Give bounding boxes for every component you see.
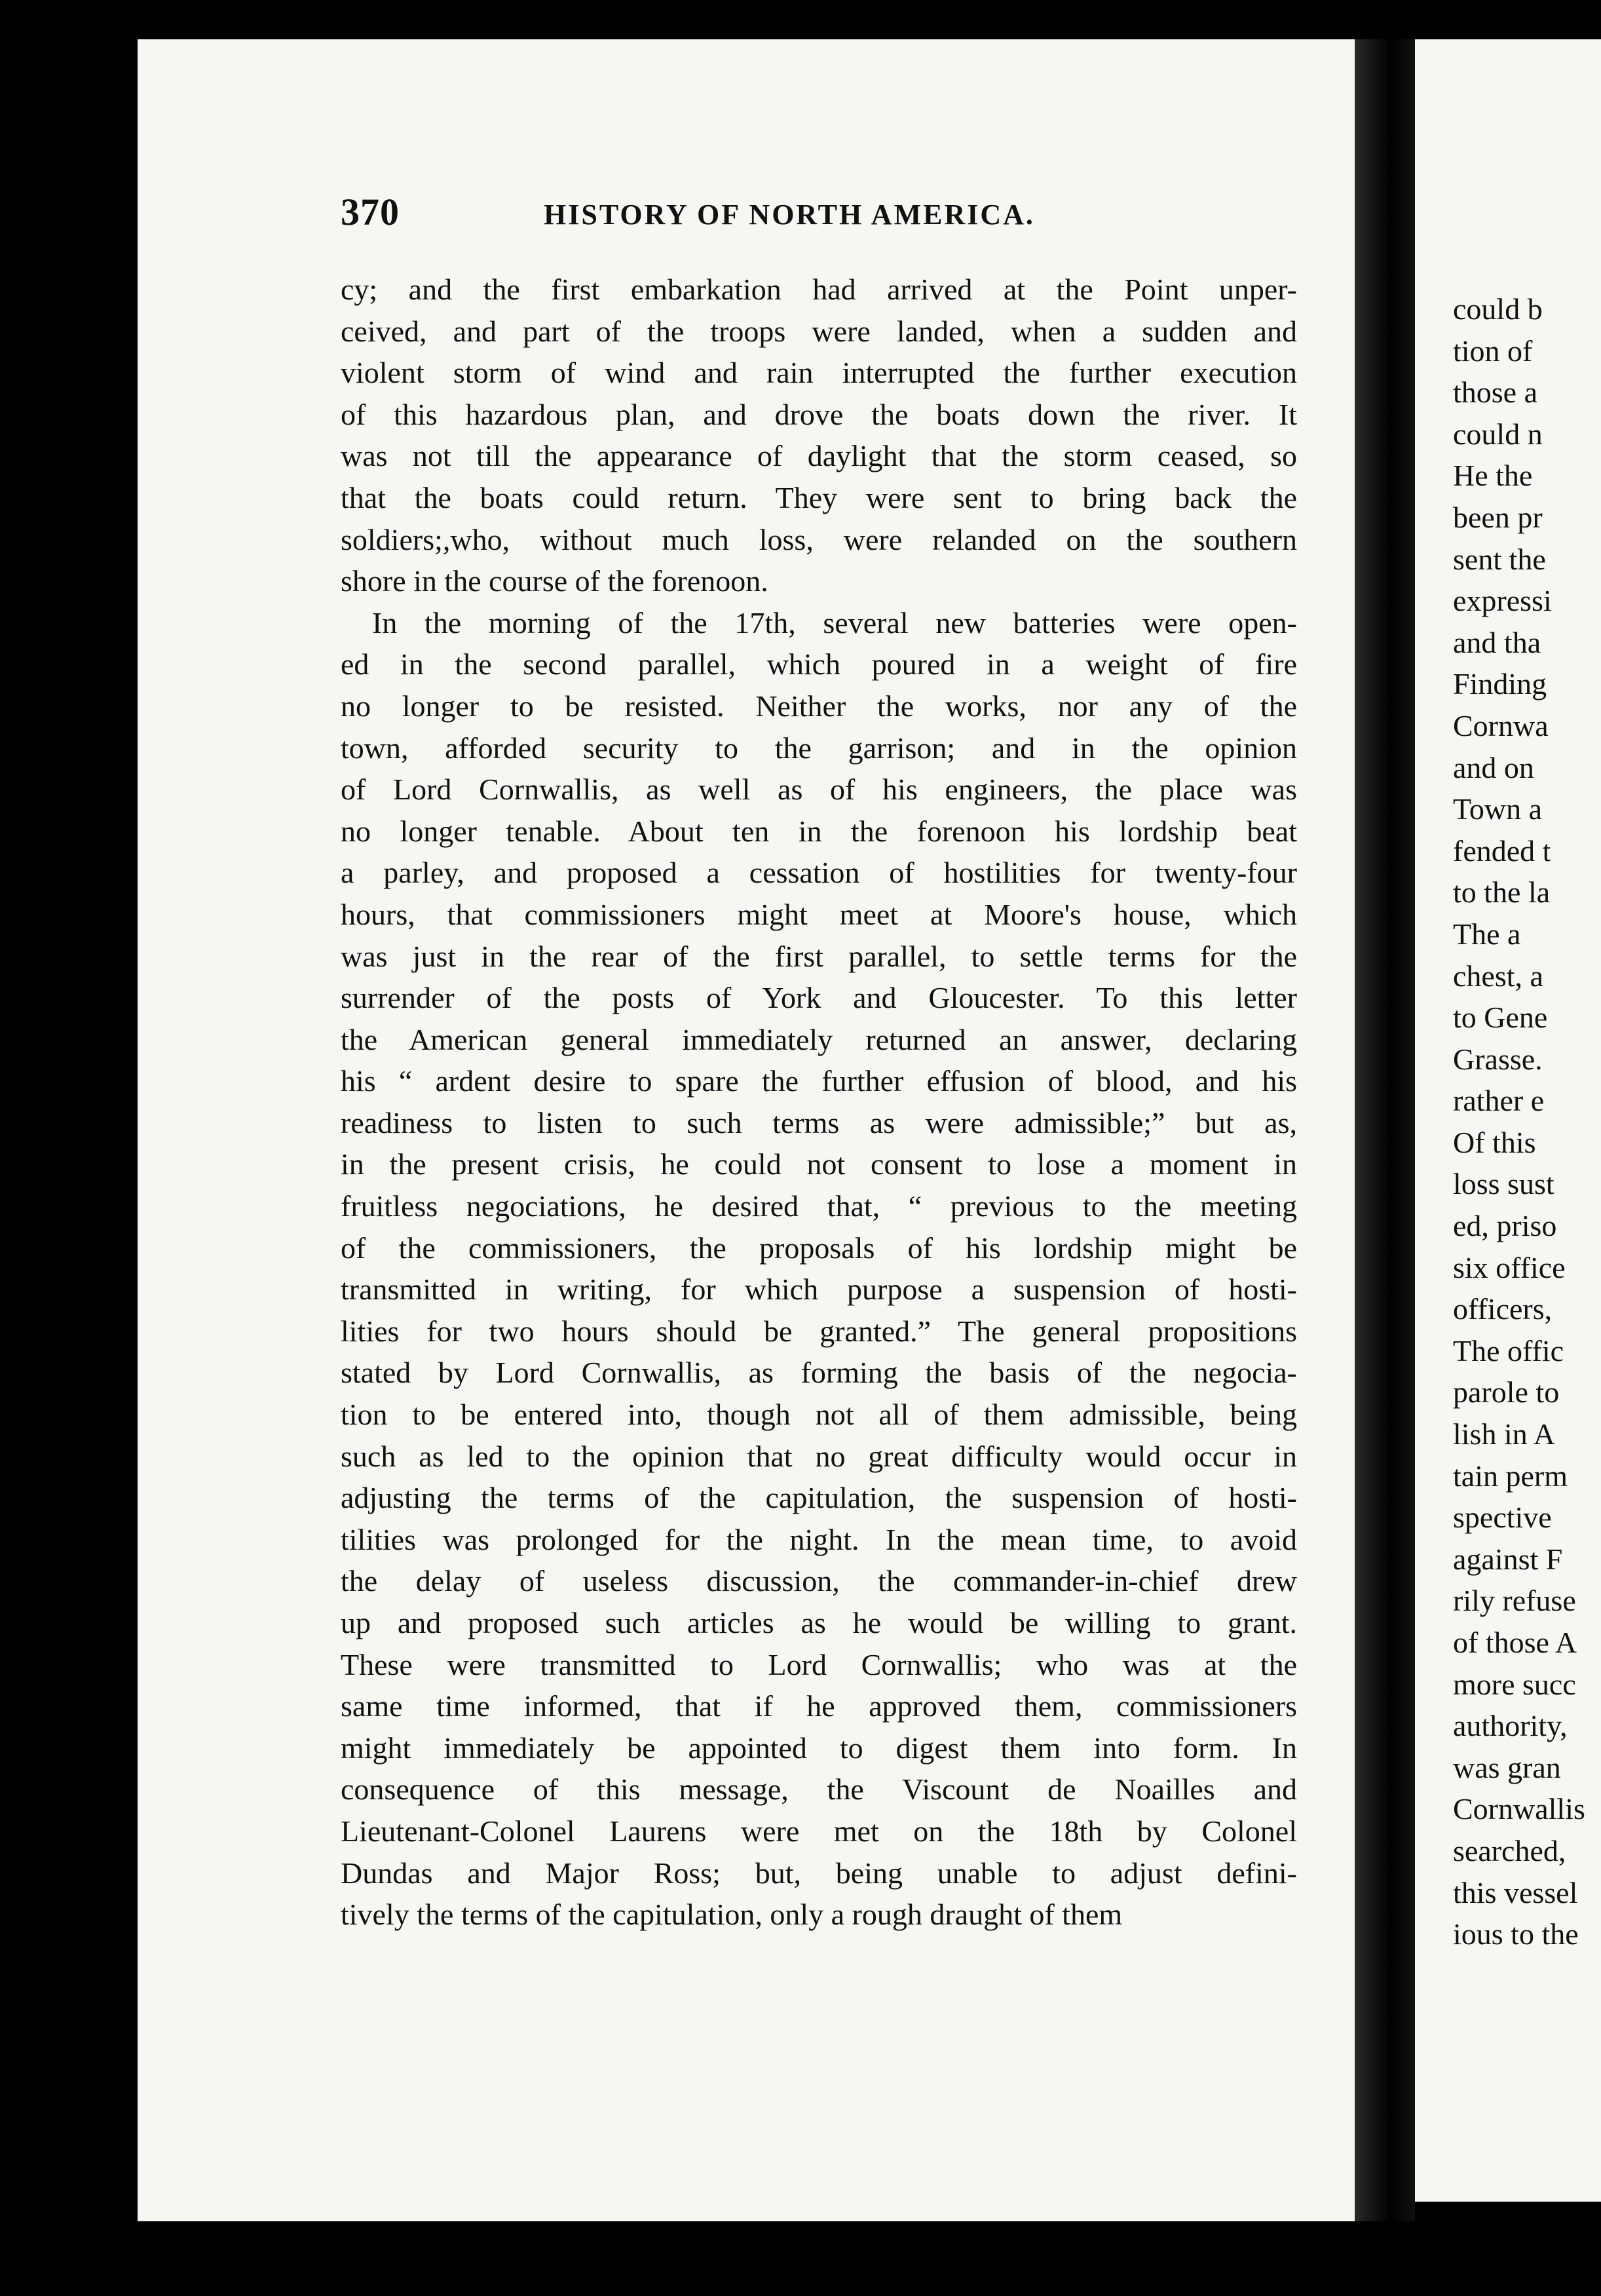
text-line: searched, [1453, 1833, 1566, 1867]
text-line: rily refuse [1453, 1584, 1576, 1618]
text-line: consequence of this message, the Viscount de Noailles and [341, 1772, 1297, 1807]
text-line: ceived, and part of the troops were landed, when a sudden and [341, 314, 1297, 348]
text-line: stated by Lord Cornwallis, as forming the basis of the negocia- [341, 1356, 1297, 1390]
text-line: could b [1453, 292, 1543, 326]
text-line: violent storm of wind and rain interrupted the further execution [341, 356, 1297, 390]
text-line: adjusting the terms of the capitulation, the suspension of hosti- [341, 1481, 1297, 1515]
text-line: was just in the rear of the first parallel, to settle terms for the [341, 939, 1297, 973]
text-line: cy; and the first embarkation had arrived at the Point unper- [341, 273, 1297, 306]
text-line: of Lord Cornwallis, as well as of his engineers, the place was [341, 773, 1297, 807]
text-line: up and proposed such articles as he would be willing to grant. [341, 1606, 1297, 1639]
text-line: been pr [1453, 500, 1543, 534]
text-line: that the boats could return. They were sent to bring back the [341, 480, 1297, 514]
text-line: transmitted in writing, for which purpose a suspension of hosti- [341, 1272, 1297, 1307]
text-line: more succ [1453, 1667, 1576, 1701]
text-line: hours, that commissioners might meet at Moore's house, which [341, 897, 1297, 931]
running-head: HISTORY OF NORTH AMERICA. [544, 199, 1035, 231]
text-line: soldiers;,who, without much loss, were relanded on the southern [341, 522, 1297, 556]
text-line: chest, a [1453, 959, 1543, 993]
text-line: the American general immediately returned an answer, declaring [341, 1022, 1297, 1056]
text-line: lish in A [1453, 1417, 1555, 1451]
text-line: same time informed, that if he approved them, commissioners [341, 1689, 1297, 1723]
text-line: Cornwallis [1453, 1792, 1585, 1826]
text-line: loss sust [1453, 1167, 1554, 1201]
text-line: his “ ardent desire to spare the further effusion of blood, and his [341, 1064, 1297, 1098]
page-number: 370 [341, 191, 400, 233]
text-line: of this hazardous plan, and drove the boats down the river. It [341, 397, 1297, 431]
text-line: Of this [1453, 1125, 1536, 1159]
text-line: a parley, and proposed a cessation of hostilities for twenty-four [341, 856, 1297, 890]
book-gutter [1355, 39, 1415, 2221]
left-page-body [341, 269, 1297, 1936]
text-line: Town a [1453, 792, 1543, 826]
text-line: The offic [1453, 1333, 1564, 1368]
text-line: was gran [1453, 1750, 1561, 1784]
text-line: ious to the [1453, 1917, 1579, 1951]
text-line: shore in the course of the forenoon. [341, 564, 768, 598]
text-line: such as led to the opinion that no great difficulty would occur in [341, 1439, 1297, 1473]
text-line: ed, priso [1453, 1209, 1557, 1243]
text-line: of the commissioners, the proposals of his lordship might be [341, 1231, 1297, 1265]
text-line: to Gene [1453, 1001, 1548, 1035]
text-line: of those A [1453, 1626, 1577, 1659]
text-line: Grasse. [1453, 1042, 1543, 1076]
text-line: might immediately be appointed to digest them into form. In [341, 1731, 1297, 1765]
text-line: authority, [1453, 1709, 1568, 1743]
text-line: the delay of useless discussion, the commander-in-chief drew [341, 1564, 1297, 1598]
text-line: These were transmitted to Lord Cornwallis; who was at the [341, 1647, 1297, 1681]
text-line: officers, [1453, 1292, 1553, 1326]
text-line: was not till the appearance of daylight that the storm ceased, so [341, 439, 1297, 473]
text-line: fended t [1453, 833, 1551, 868]
text-line: in the present crisis, he could not consent to lose a moment in [341, 1147, 1297, 1181]
text-line: to the la [1453, 875, 1551, 909]
text-line: tain perm [1453, 1459, 1568, 1493]
text-line: expressi [1453, 584, 1552, 618]
text-line: town, afforded security to the garrison; and in the opinion [341, 731, 1297, 765]
text-line: The a [1453, 917, 1521, 951]
page-header [341, 190, 1323, 249]
text-line: Finding [1453, 667, 1547, 701]
right-page-body [1453, 288, 1601, 1955]
text-line: and on [1453, 750, 1534, 784]
text-line: tilities was prolonged for the night. In the mean time, to avoid [341, 1522, 1297, 1556]
text-line: Cornwa [1453, 708, 1549, 742]
text-line: ed in the second parallel, which poured in a weight of fire [341, 647, 1297, 681]
text-line: tion of [1453, 334, 1533, 368]
text-line: fruitless negociations, he desired that, “ previous to the meeting [341, 1189, 1297, 1223]
text-line: lities for two hours should be granted.” The general propositions [341, 1314, 1297, 1348]
text-line: In the morning of the 17th, several new batteries were open- [372, 605, 1297, 640]
text-line: tively the terms of the capitulation, only a rough draught of them [341, 1898, 1123, 1932]
text-line: against F [1453, 1542, 1563, 1576]
text-line: no longer tenable. About ten in the forenoon his lordship beat [341, 814, 1297, 848]
text-line: tion to be entered into, though not all of them admissible, being [341, 1398, 1297, 1432]
text-line: could n [1453, 417, 1543, 451]
text-line: He the [1453, 459, 1533, 493]
text-line: surrender of the posts of York and Gloucester. To this letter [341, 981, 1297, 1015]
text-line: parole to [1453, 1375, 1560, 1409]
text-line: Lieutenant-Colonel Laurens were met on the 18th by Colonel [341, 1814, 1297, 1848]
text-line: readiness to listen to such terms as were admissible;” but as, [341, 1105, 1297, 1139]
text-line: no longer to be resisted. Neither the works, nor any of the [341, 689, 1297, 723]
text-line: spective [1453, 1501, 1552, 1535]
text-line: six office [1453, 1250, 1566, 1284]
text-line: this vessel [1453, 1875, 1578, 1909]
text-line: sent the [1453, 542, 1546, 576]
text-line: and tha [1453, 625, 1541, 659]
text-line: those a [1453, 375, 1538, 410]
text-line: rather e [1453, 1084, 1545, 1118]
text-line: Dundas and Major Ross; but, being unable to adjust defini- [341, 1856, 1297, 1890]
